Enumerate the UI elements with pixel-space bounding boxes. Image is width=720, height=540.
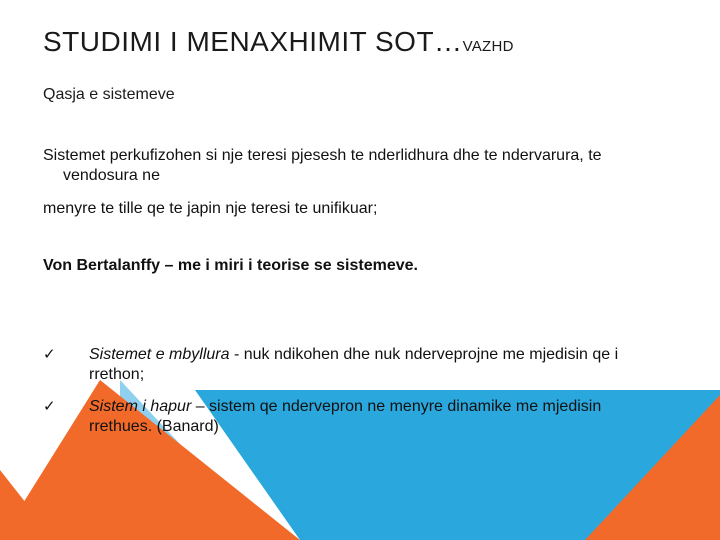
bullet-open-system-text bbox=[89, 397, 699, 437]
bullet-closed-systems-text bbox=[89, 345, 699, 385]
slide-title-suffix: VAZHD bbox=[462, 38, 514, 55]
paragraph-definition-line2: vendosura ne bbox=[63, 167, 160, 184]
paragraph-definition bbox=[43, 146, 693, 186]
slide-title bbox=[43, 26, 514, 58]
paragraph-definition-line1: Sistemet perkufizohen si nje teresi pjesesh te nderlidhura dhe te ndervarura, te bbox=[43, 147, 602, 164]
slide-subtitle: Qasja e sistemeve bbox=[43, 86, 175, 103]
bullet-description-continued: rrethues. (Banard) bbox=[89, 418, 219, 435]
checkmark-icon: ✓ bbox=[43, 346, 56, 363]
bullet-description: - nuk ndikohen dhe nuk nderveprojne me mjedisin qe i bbox=[229, 346, 619, 363]
slide-title-main: STUDIMI I MENAXHIMIT SOT… bbox=[43, 26, 463, 57]
bullet-term: Sistemet e mbyllura bbox=[89, 346, 230, 363]
bullet-description: – sistem qe ndervepron ne menyre dinamike me mjedisin bbox=[191, 398, 602, 415]
paragraph-bertalanffy: Von Bertalanffy – me i miri i teorise se sistemeve. bbox=[43, 257, 418, 274]
paragraph-continuation: menyre te tille qe te japin nje teresi te unifikuar; bbox=[43, 200, 378, 217]
bullet-term: Sistem i hapur bbox=[89, 398, 192, 415]
checkmark-icon: ✓ bbox=[43, 398, 56, 415]
bullet-description-continued: rrethon; bbox=[89, 366, 145, 383]
